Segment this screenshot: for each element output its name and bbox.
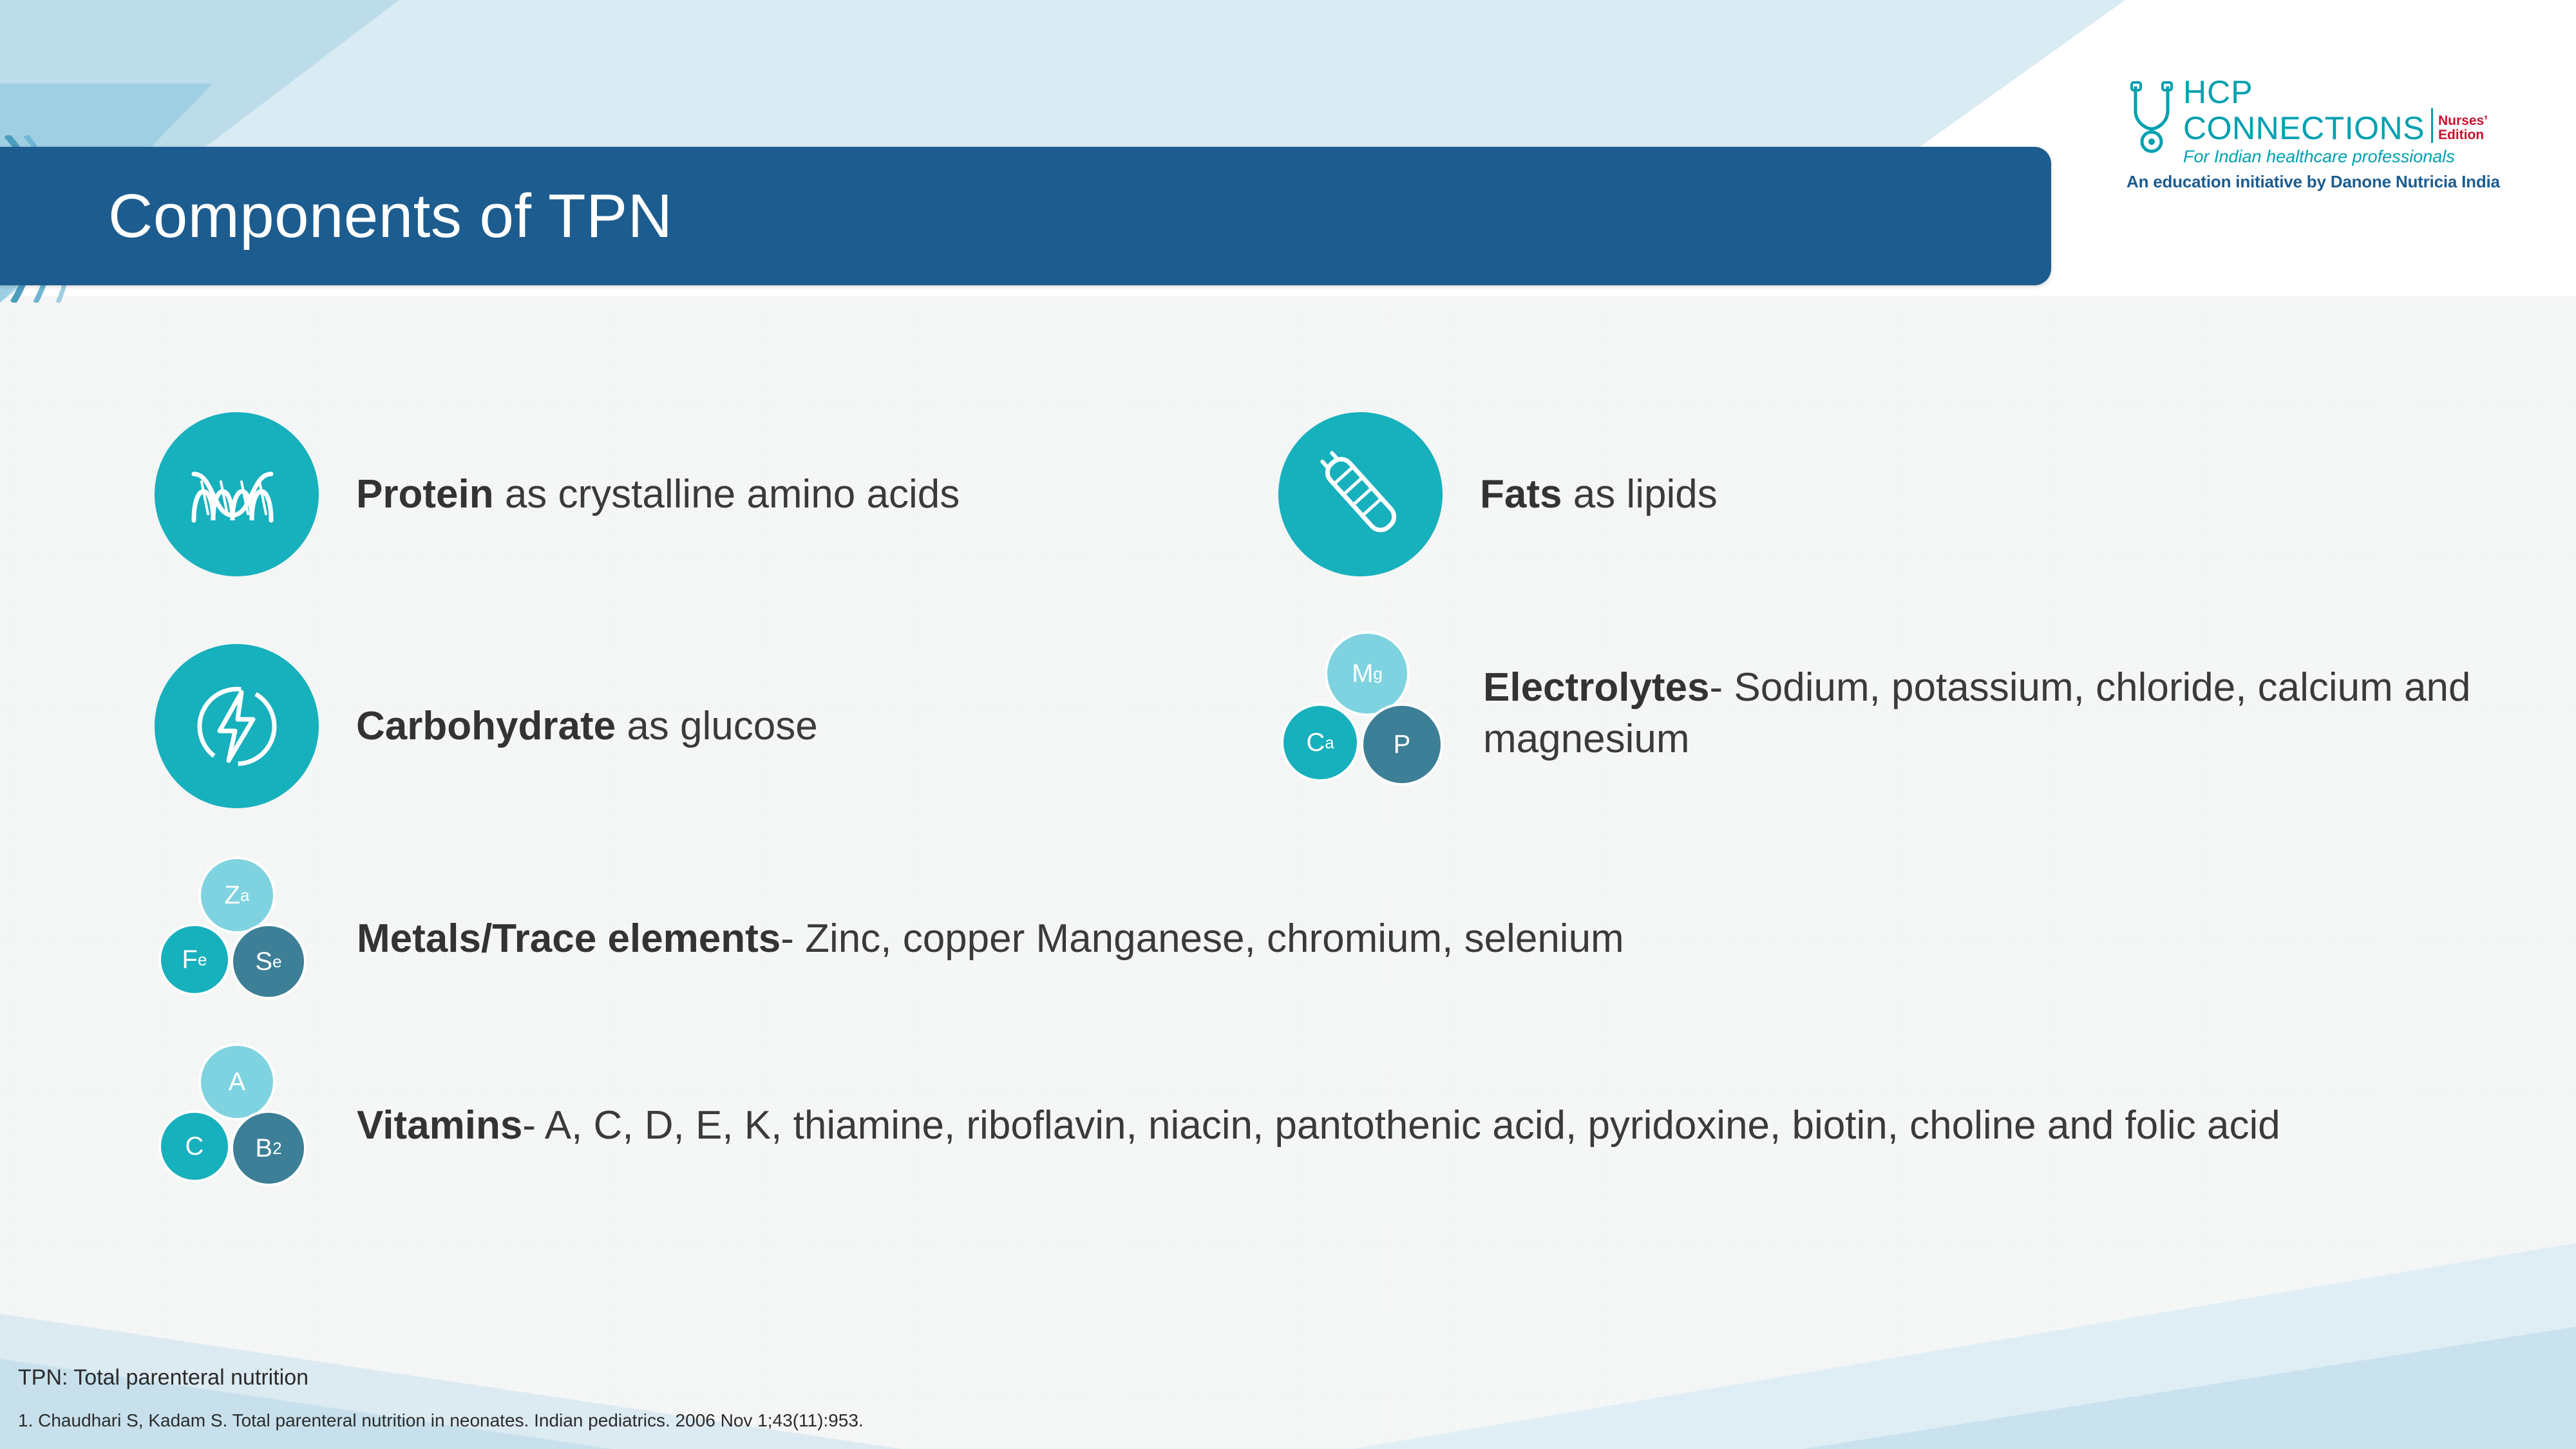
bubble-selenium-main: S bbox=[255, 947, 273, 976]
logo-line-hcp: HCP bbox=[2183, 74, 2253, 110]
amino-acid-chain-icon bbox=[155, 412, 319, 576]
list-item-rest-vitamins: - A, C, D, E, K, thiamine, riboflavin, niacin, pantothenic acid, pyridoxine, biotin, choline and folic acid bbox=[522, 1103, 2280, 1148]
list-item-bold-protein: Protein bbox=[356, 471, 494, 516]
list-item-bold-vitamins: Vitamins bbox=[357, 1103, 523, 1148]
trace-element-bubbles-icon bbox=[155, 857, 328, 1021]
list-item-text-vitamins bbox=[357, 1100, 2280, 1151]
bubble-magnesium-sub: g bbox=[1373, 663, 1383, 683]
list-item-rest-fats: as lipids bbox=[1562, 471, 1718, 516]
bubble-vitamin-b2-sub: 2 bbox=[272, 1138, 282, 1158]
list-item-bold-metals: Metals/Trace elements bbox=[357, 916, 781, 961]
title-bar bbox=[0, 147, 2051, 285]
bubble-vitamin-b2 bbox=[231, 1110, 307, 1186]
bubble-vitamin-a-main: A bbox=[228, 1067, 246, 1096]
list-item-fats bbox=[1278, 412, 2373, 576]
lipid-droplet-icon bbox=[1278, 412, 1443, 576]
list-item-electrolytes bbox=[1278, 631, 2502, 795]
bubble-calcium bbox=[1281, 703, 1359, 782]
list-item-text-metals bbox=[357, 913, 1624, 964]
bubble-selenium bbox=[231, 923, 307, 999]
page-title: Components of TPN bbox=[108, 181, 673, 251]
list-item-rest-carbohydrate: as glucose bbox=[616, 703, 818, 748]
electrolyte-bubbles-icon bbox=[1278, 631, 1452, 795]
logo-edition-line1: Nurses’ bbox=[2438, 113, 2488, 128]
bubble-vitamin-c-main: C bbox=[185, 1132, 204, 1160]
logo-initiative: An education initiative by Danone Nutricia India bbox=[2126, 172, 2500, 191]
logo-line-connections: CONNECTIONS bbox=[2183, 110, 2425, 146]
bubble-zinc-main: Z bbox=[224, 880, 240, 909]
list-item-rest-protein: as crystalline amino acids bbox=[493, 471, 960, 516]
bubble-vitamin-c bbox=[158, 1110, 231, 1182]
bubble-selenium-sub: e bbox=[272, 951, 282, 971]
bubble-phosphorus-main: P bbox=[1393, 730, 1411, 759]
list-item-text-carbohydrate bbox=[356, 701, 818, 752]
list-item-metals bbox=[155, 857, 2215, 1021]
list-item-bold-electrolytes: Electrolytes bbox=[1483, 665, 1710, 710]
energy-bolt-icon bbox=[155, 644, 319, 808]
list-item-rest-electrolytes: - Sodium, potassium, chloride, calcium and magnesium bbox=[1483, 665, 2471, 761]
list-item-rest-metals: - Zinc, copper Manganese, chromium, selenium bbox=[781, 916, 1624, 961]
bubble-calcium-sub: a bbox=[1325, 732, 1334, 752]
logo-edition-line2: Edition bbox=[2438, 127, 2485, 142]
footnote-abbreviation: TPN: Total parenteral nutrition bbox=[18, 1365, 309, 1390]
footnote-reference: 1. Chaudhari S, Kadam S. Total parenteral nutrition in neonates. Indian pediatrics. 2006 Nov 1;43(11):953. bbox=[18, 1410, 864, 1430]
logo-divider bbox=[2431, 108, 2433, 143]
list-item-carbohydrate bbox=[155, 644, 1185, 808]
bubble-iron bbox=[158, 923, 231, 996]
list-item-text-fats bbox=[1480, 469, 1718, 520]
bubble-vitamin-a bbox=[198, 1043, 276, 1121]
bubble-phosphorus bbox=[1361, 703, 1443, 786]
bubble-calcium-main: C bbox=[1306, 728, 1325, 757]
bubble-vitamin-b2-main: B bbox=[255, 1133, 273, 1162]
vitamin-bubbles-icon bbox=[155, 1043, 328, 1208]
list-item-text-protein bbox=[356, 469, 960, 520]
stethoscope-icon bbox=[2126, 80, 2177, 157]
bubble-iron-sub: e bbox=[197, 949, 207, 969]
bubble-iron-main: F bbox=[182, 945, 198, 974]
bubble-zinc-sub: a bbox=[240, 885, 250, 905]
components-list bbox=[0, 393, 2576, 1346]
bubble-magnesium-main: M bbox=[1352, 659, 1374, 688]
list-item-protein bbox=[155, 412, 1185, 576]
logo-tagline: For Indian healthcare professionals bbox=[2183, 147, 2455, 166]
list-item-bold-fats: Fats bbox=[1480, 471, 1562, 516]
bubble-zinc bbox=[198, 857, 276, 934]
list-item-vitamins bbox=[155, 1043, 2344, 1208]
brand-logo bbox=[2126, 76, 2526, 192]
list-item-bold-carbohydrate: Carbohydrate bbox=[356, 703, 616, 748]
list-item-text-electrolytes bbox=[1483, 662, 2502, 764]
